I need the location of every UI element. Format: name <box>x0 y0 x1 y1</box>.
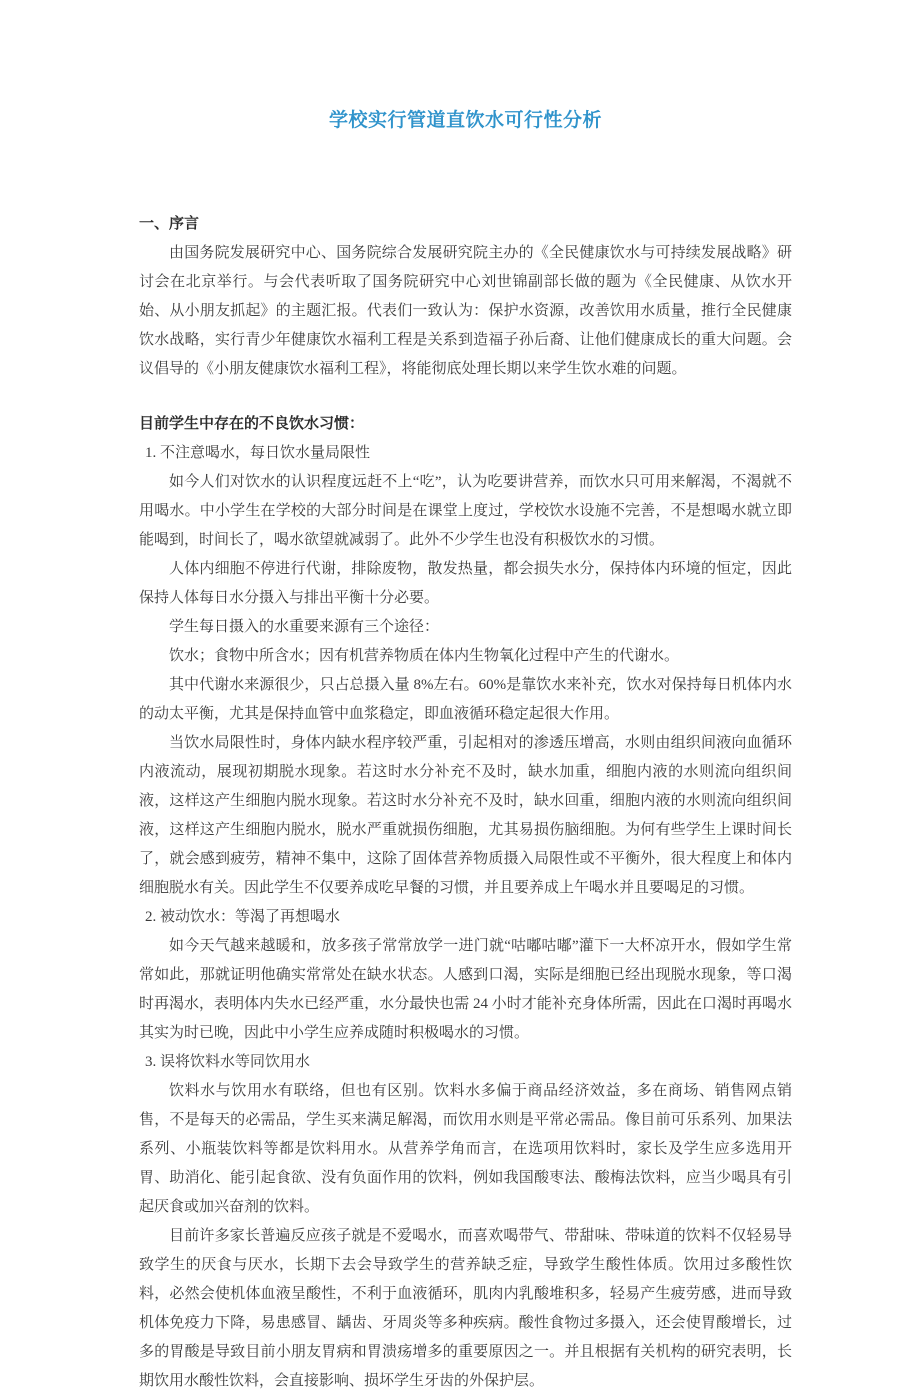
habit-item-1-paragraph: 学生每日摄入的水重要来源有三个途径： <box>169 619 440 635</box>
document-title: 学校实行管道直饮水可行性分析 <box>328 110 602 131</box>
habit-item-1-paragraph: 其中代谢水来源很少，只占总摄入量 8%左右。60%是靠饮水来补充，饮水对保持每日机体内水的动太平衡，尤其是保持血管中血浆稳定，即血液循环稳定起很大作用。 <box>139 677 792 722</box>
habit-item-2-title: 2. 被动饮水：等渴了再想喝水 <box>145 909 341 925</box>
habit-item-3-title: 3. 误将饮料水等同饮用水 <box>145 1054 311 1070</box>
habit-item-1-title: 1. 不注意喝水，每日饮水量局限性 <box>145 445 371 461</box>
habit-item-1-paragraph: 当饮水局限性时，身体内缺水程序较严重，引起相对的渗透压增高，水则由组织间液向血循环内液流动，展现初期脱水现象。若这时水分补充不及时，缺水加重，细胞内液的水则流向组织间液，这样这产生细胞内脱水现象。若这时水分补充不及时，缺水回重，细胞内液的水则流向组织间液，这样这产生细胞内脱水，脱水严重就损伤细胞，尤其易损伤脑细胞。为何有些学生上课时间长了，就会感到疲劳，精神不集中，这除了固体营养物质摄入局限性或不平衡外，很大程度上和体内细胞脱水有关。因此学生不仅要养成吃早餐的习惯，并且要养成上午喝水并且要喝足的习惯。 <box>139 735 792 896</box>
preface-heading: 一、序言 <box>139 216 200 232</box>
habit-item-2-paragraph: 如今天气越来越暖和，放多孩子常常放学一进门就“咕嘟咕嘟”灌下一大杯凉开水，假如学生常常如此，那就证明他确实常常处在缺水状态。人感到口渴，实际是细胞已经出现脱水现象，等口渴时再渴水，表明体内失水已经严重，水分最快也需 24 小时才能补充身体所需，因此在口渴时再喝水其实为时已晚，因此中小学生应养成随时积极喝水的习惯。 <box>139 938 792 1041</box>
habits-heading: 目前学生中存在的不良饮水习惯： <box>139 416 365 432</box>
habit-item-1-paragraph: 人体内细胞不停进行代谢，排除废物，散发热量，都会损失水分，保持体内环境的恒定，因此保持人体每日水分摄入与排出平衡十分必要。 <box>139 561 792 606</box>
habit-item-3-paragraph: 目前许多家长普遍反应孩子就是不爱喝水，而喜欢喝带气、带甜味、带味道的饮料不仅轻易导致学生的厌食与厌水，长期下去会导致学生的营养缺乏症，导致学生酸性体质。饮用过多酸性饮料，必然会使机体血液呈酸性，不利于血液循环，肌肉内乳酸堆积多，轻易产生疲劳感，进而导致机体免疫力下降，易患感冒、龋齿、牙周炎等多种疾病。酸性食物过多摄入，还会使胃酸增长，过多的胃酸是导致目前小朋友胃病和胃溃疡增多的重要原因之一。并且根据有关机构的研究表明，长期饮用水酸性饮料，会直接影响、损坏学生牙齿的外保护层。 <box>139 1228 792 1389</box>
habit-item-3-paragraph: 饮料水与饮用水有联络，但也有区别。饮料水多偏于商品经济效益，多在商场、销售网点销售，不是每天的必需品，学生买来满足解渴，而饮用水则是平常必需品。像目前可乐系列、加果法系列、小瓶装饮料等都是饮料用水。从营养学角而言，在选项用饮料时，家长及学生应多选用开胃、助消化、能引起食欲、没有负面作用的饮料，例如我国酸枣法、酸梅法饮料，应当少喝具有引起厌食或加兴奋剂的饮料。 <box>139 1083 792 1215</box>
habit-item-1-paragraph: 饮水；食物中所含水；因有机营养物质在体内生物氧化过程中产生的代谢水。 <box>169 648 680 664</box>
habit-item-1-paragraph: 如今人们对饮水的认识程度远赶不上“吃”，认为吃要讲营养，而饮水只可用来解渴，不渴就不用喝水。中小学生在学校的大部分时间是在课堂上度过，学校饮水设施不完善，不是想喝水就立即能喝到，时间长了，喝水欲望就减弱了。此外不少学生也没有积极饮水的习惯。 <box>139 474 792 548</box>
preface-paragraph: 由国务院发展研究中心、国务院综合发展研究院主办的《全民健康饮水与可持续发展战略》研讨会在北京举行。与会代表听取了国务院研究中心刘世锦副部长做的题为《全民健康、从饮水开始、从小朋友抓起》的主题汇报。代表们一致认为：保护水资源，改善饮用水质量，推行全民健康饮水战略，实行青少年健康饮水福利工程是关系到造福子孙后裔、让他们健康成长的重大问题。会议倡导的《小朋友健康饮水福利工程》，将能彻底处理长期以来学生饮水难的问题。 <box>139 245 792 377</box>
